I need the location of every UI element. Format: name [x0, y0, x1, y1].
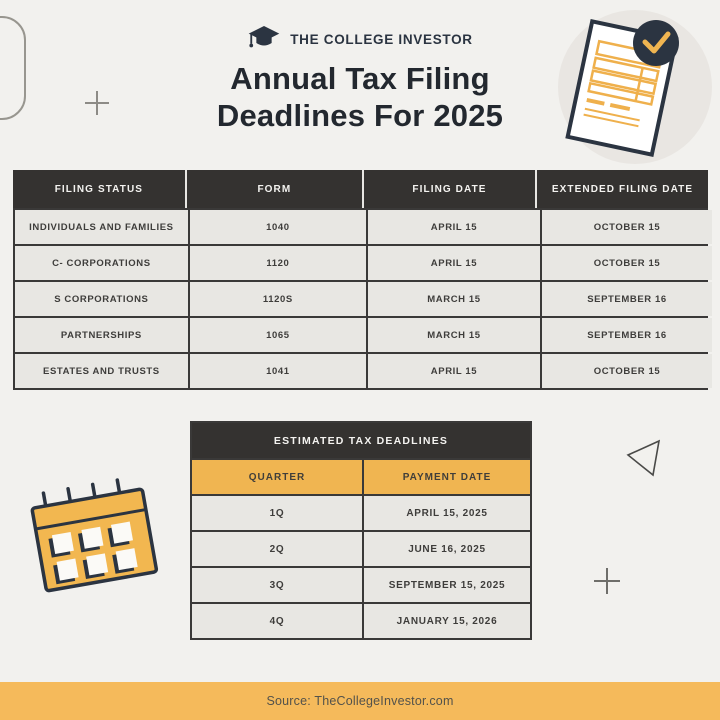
column-header-filing-date: FILING DATE [364, 170, 537, 208]
table-cell: OCTOBER 15 [542, 354, 712, 388]
table-cell: SEPTEMBER 16 [542, 318, 712, 352]
table-cell: 1041 [190, 354, 366, 388]
filing-table-header-row [13, 170, 708, 208]
table-cell: 1040 [190, 210, 366, 244]
brand-logo [0, 24, 720, 55]
table-cell: 3Q [192, 568, 362, 602]
column-header-payment-date: PAYMENT DATE [364, 460, 530, 494]
footer-bar [0, 682, 720, 720]
table-cell: S CORPORATIONS [15, 282, 188, 316]
table-cell: OCTOBER 15 [542, 210, 712, 244]
table-cell: JUNE 16, 2025 [364, 532, 530, 566]
column-header-form: FORM [187, 170, 364, 208]
graduation-cap-icon [247, 24, 281, 55]
table-cell: C- CORPORATIONS [15, 246, 188, 280]
source-text: Source: TheCollegeInvestor.com [266, 694, 454, 708]
table-cell: MARCH 15 [368, 318, 540, 352]
table-cell: 4Q [192, 604, 362, 638]
table-cell: 1120 [190, 246, 366, 280]
column-header-quarter: QUARTER [192, 460, 362, 494]
column-header-filing-status: FILING STATUS [13, 170, 187, 208]
table-cell: OCTOBER 15 [542, 246, 712, 280]
table-cell: SEPTEMBER 16 [542, 282, 712, 316]
table-cell: 2Q [192, 532, 362, 566]
calendar-icon [24, 468, 166, 608]
estimated-tax-table [190, 421, 532, 640]
filing-deadlines-table [13, 170, 708, 390]
plus-icon [594, 568, 620, 594]
table-cell: MARCH 15 [368, 282, 540, 316]
table-cell: SEPTEMBER 15, 2025 [364, 568, 530, 602]
table-cell: INDIVIDUALS AND FAMILIES [15, 210, 188, 244]
table-cell: 1120S [190, 282, 366, 316]
filing-table-body [13, 208, 708, 390]
page-title [0, 60, 720, 134]
table-cell: ESTATES AND TRUSTS [15, 354, 188, 388]
estimated-table-title: ESTIMATED TAX DEADLINES [192, 423, 530, 458]
column-header-extended-filing-date: EXTENDED FILING DATE [551, 183, 694, 195]
estimated-table-body [192, 460, 530, 638]
table-cell: APRIL 15 [368, 246, 540, 280]
brand-name: THE COLLEGE INVESTOR [290, 32, 473, 47]
table-cell: JANUARY 15, 2026 [364, 604, 530, 638]
table-cell: 1065 [190, 318, 366, 352]
table-cell: APRIL 15 [368, 210, 540, 244]
table-cell: APRIL 15, 2025 [364, 496, 530, 530]
table-cell: 1Q [192, 496, 362, 530]
table-cell: PARTNERSHIPS [15, 318, 188, 352]
triangle-icon [618, 433, 668, 488]
page-title-line1: Annual Tax Filing [230, 61, 490, 96]
page-title-line2: Deadlines For 2025 [216, 98, 504, 134]
table-cell: APRIL 15 [368, 354, 540, 388]
